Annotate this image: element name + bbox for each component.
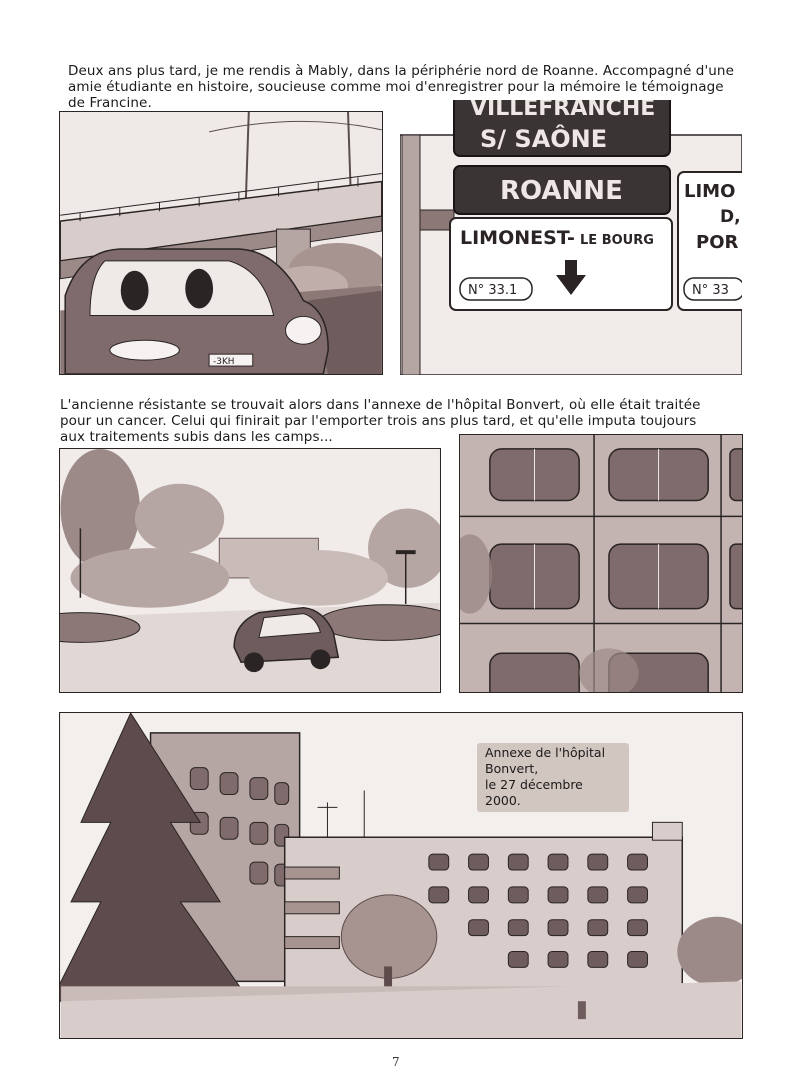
sign-right-line2: D, [720, 207, 741, 227]
sign-roanne: ROANNE [500, 176, 623, 206]
caption-middle: L'ancienne résistante se trouvait alors dans l'annexe de l'hôpital Bonvert, où elle était traitée pour un cancer. Celui qui finirait par l'emporter trois ans plus tard, et qu'elle imputa toujours aux traitements subis dans les camps... [60, 397, 701, 445]
panel-hospital-annex [59, 712, 743, 1039]
sign-route-number: N° 33.1 [468, 283, 518, 298]
panel-road-signs [400, 100, 742, 375]
location-caption: Annexe de l'hôpital Bonvert, le 27 décembre 2000. [477, 743, 629, 812]
sign-right-line3: POR [696, 232, 739, 253]
roundabout-illustration [60, 449, 440, 692]
sign-villefranche: VILLEFRANCHE [470, 100, 656, 121]
sign-right-route-number: N° 33 [692, 283, 729, 298]
page-number: 7 [392, 1055, 400, 1069]
panel-car-under-bridge [59, 111, 383, 375]
caption-top: Deux ans plus tard, je me rendis à Mably, dans la périphérie nord de Roanne. Accompagné d'une amie étudiante en histoire, soucieuse comme moi d'enregistrer pour la mémoire le témoignage de Francine. [68, 63, 734, 111]
car-plate: -3KH [213, 357, 235, 368]
sign-limonest: LIMONEST- [460, 227, 575, 249]
panel-building-windows [459, 434, 743, 693]
windows-illustration [460, 435, 742, 692]
car-bridge-illustration [60, 112, 382, 374]
road-signs-illustration [400, 100, 742, 375]
sign-le-bourg: LE BOURG [580, 233, 654, 248]
panel-roundabout [59, 448, 441, 693]
sign-right-line1: LIMO [684, 181, 736, 202]
hospital-illustration [60, 713, 742, 1038]
sign-saone: S/ SAÔNE [480, 125, 608, 153]
